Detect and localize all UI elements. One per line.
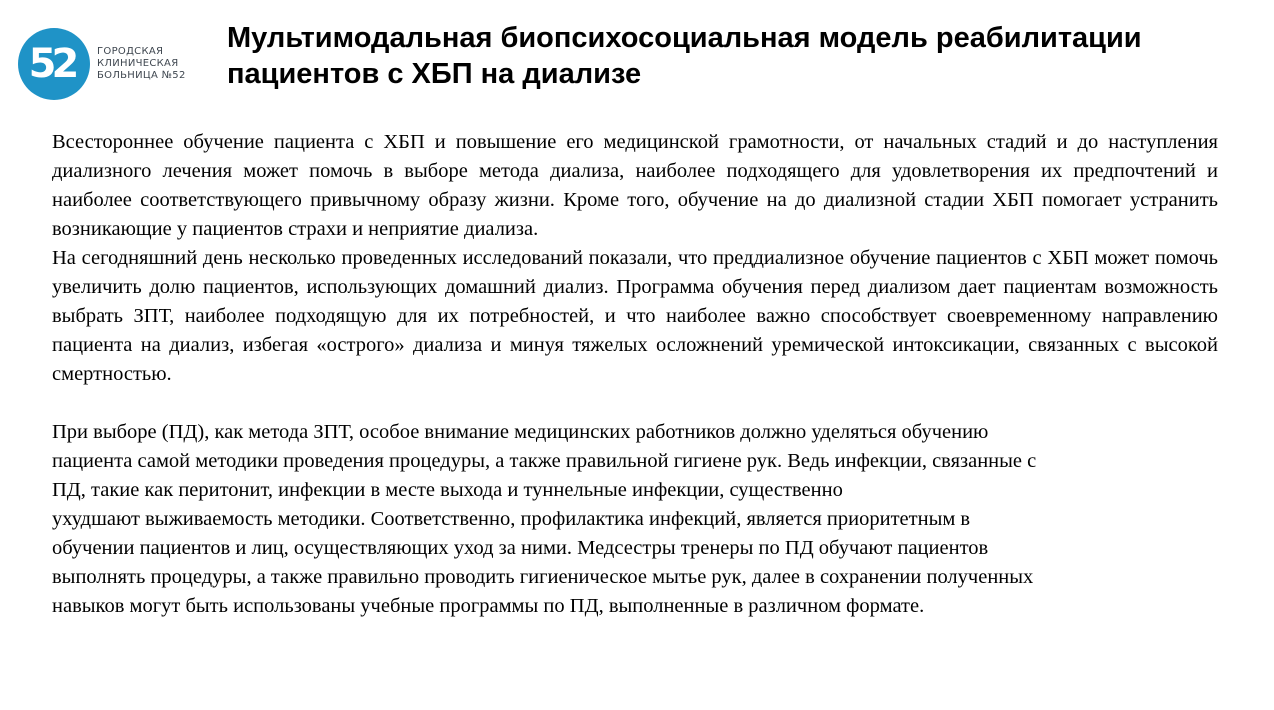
hospital-logo — [18, 28, 186, 100]
text-line: навыков могут быть использованы учебные программы по ПД, выполненные в различном формате. — [52, 595, 925, 617]
text-line: ПД, такие как перитонит, инфекции в месте выхода и туннельные инфекции, существенно — [52, 479, 843, 501]
slide-title-line: Мультимодальная биопсихосоциальная модель реабилитации — [227, 22, 1142, 54]
logo-name-line: ГОРОДСКАЯ — [97, 46, 164, 57]
logo-emblem — [18, 28, 90, 100]
text-line: пациента самой методики проведения процедуры, а также правильной гигиене рук. Ведь инфекции, связанные с — [52, 450, 1037, 472]
paragraph-spacer — [52, 389, 1218, 418]
text-line: выполнять процедуры, а также правильно проводить гигиеническое мытье рук, далее в сохранении полученных — [52, 566, 1034, 588]
slide-title — [227, 20, 1267, 92]
paragraph-pd-training — [52, 418, 1218, 621]
paragraph-education-overview: Всестороннее обучение пациента с ХБП и повышение его медицинской грамотности, от начальных стадий и до наступления диализного лечения может помочь в выборе метода диализа, наиболее подходящего для удовлетворения их предпочтений и наиболее соответствующего привычному образу жизни. Кроме того, обучение на до диализной стадии ХБП помогает устранить возникающие у пациентов страхи и неприятие диализа. — [52, 131, 1218, 240]
text-line: ухудшают выживаемость методики. Соответственно, профилактика инфекций, является приоритетным в — [52, 508, 971, 530]
logo-name-line: КЛИНИЧЕСКАЯ — [97, 58, 179, 69]
slide-body — [52, 128, 1218, 621]
slide-title-line: пациентов с ХБП на диализе — [227, 58, 642, 90]
logo-number: 52 — [28, 41, 75, 87]
logo-name-line: БОЛЬНИЦА №52 — [97, 70, 186, 81]
text-line: При выборе (ПД), как метода ЗПТ, особое внимание медицинских работников должно уделяться обучению — [52, 421, 989, 443]
logo-hospital-name — [97, 46, 186, 82]
paragraph-predialysis-studies: На сегодняшний день несколько проведенных исследований показали, что преддиализное обучение пациентов с ХБП может помочь увеличить долю пациентов, использующих домашний диализ. Программа обучения перед диализом дает пациентам возможность выбрать ЗПТ, наиболее подходящую для их потребностей, и что наиболее важно способствует своевременному направлению пациента на диализ, избегая «острого» диализа и минуя тяжелых осложнений уремической интоксикации, связанных с высокой смертностью. — [52, 247, 1218, 385]
text-line: обучении пациентов и лиц, осуществляющих уход за ними. Медсестры тренеры по ПД обучают пациентов — [52, 537, 989, 559]
